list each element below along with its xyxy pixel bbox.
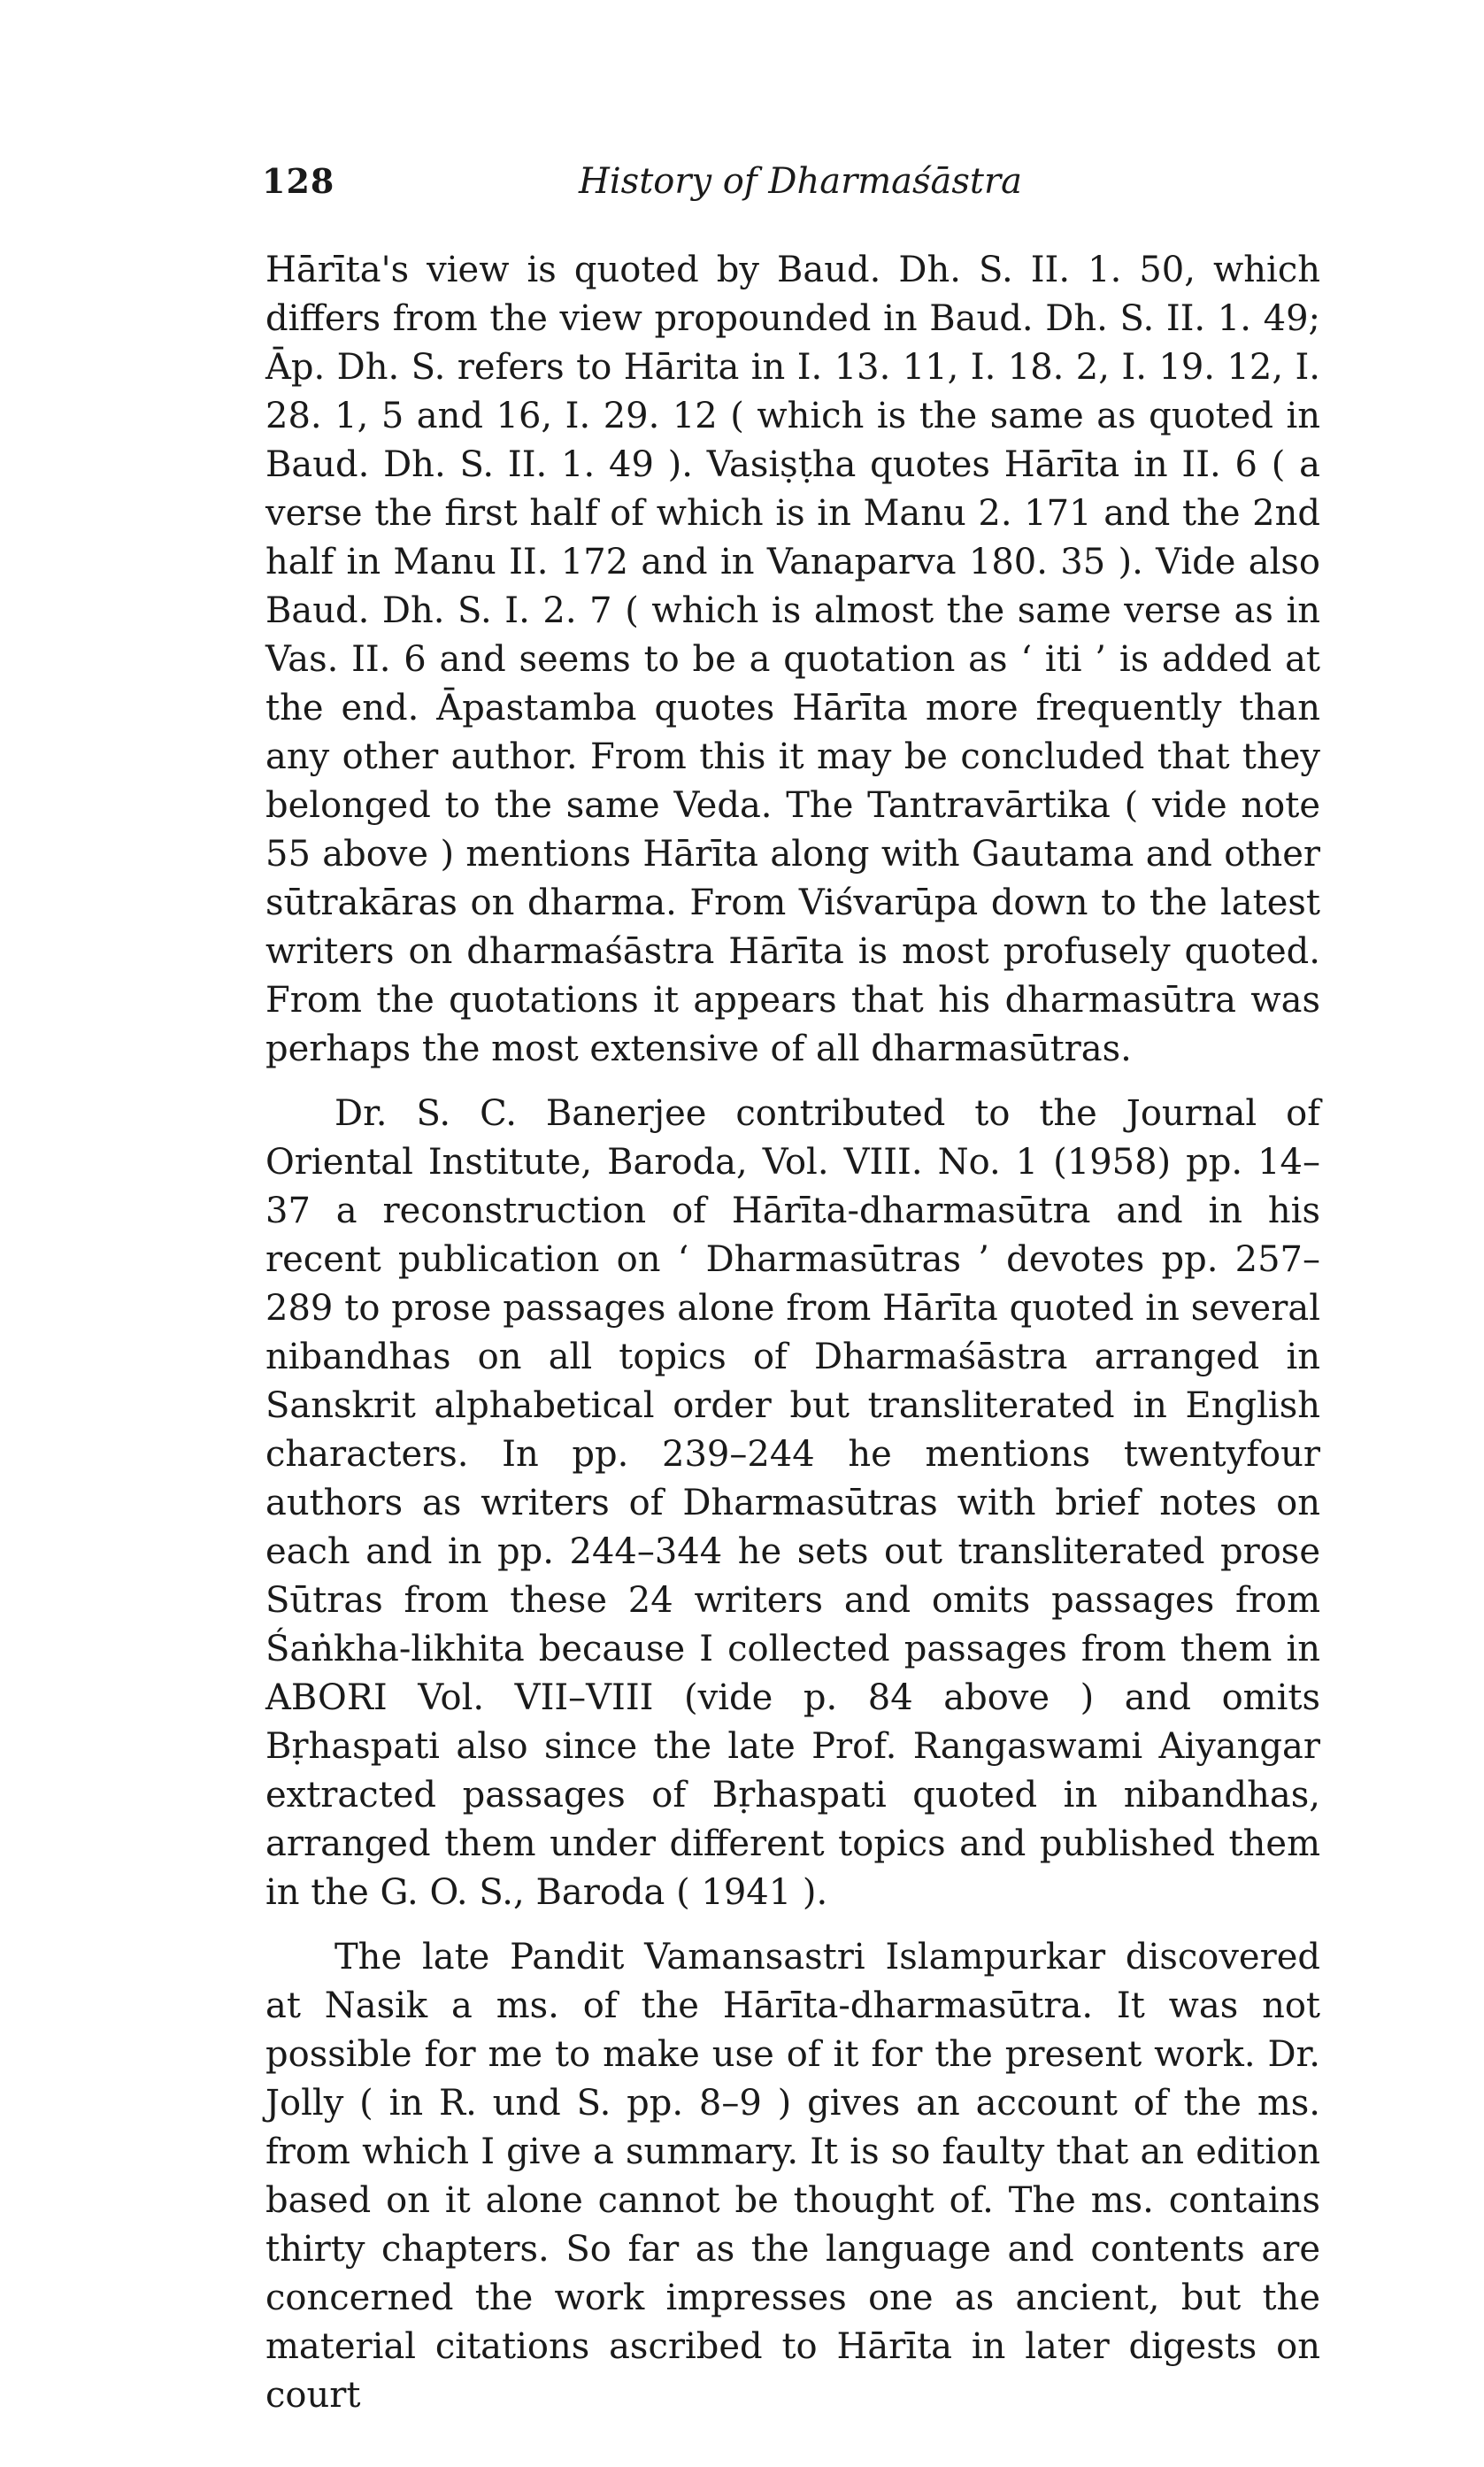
body-text <box>265 246 1320 2420</box>
running-title: History of Dharmaśāstra <box>579 161 1022 202</box>
running-head <box>262 161 1324 214</box>
paragraph-islampurkar: The late Pandit Vamansastri Islampurkar discovered at Nasik a ms. of the Hārīta-dharmasūtra. It was not possible for me to make use of it for the present work. Dr. Jolly ( in R. und S. pp. 8–9 ) gives an account of the ms. from which I give a summary. It is so faulty that an edition based on it alone cannot be thought of. The ms. contains thirty chapters. So far as the language and contents are concerned the work impresses one as ancient, but the material citations ascribed to Hārīta in later digests on court <box>265 1937 1320 2416</box>
paragraph-banerjee: Dr. S. C. Banerjee contributed to the Journal of Oriental Institute, Baroda, Vol. VIII. No. 1 (1958) pp. 14–37 a reconstruction of Hārīta-dharmasūtra and in his recent publication on ‘ Dharmasūtras ’ devotes pp. 257–289 to prose passages alone from Hārīta quoted in several nibandhas on all topics of Dharmaśāstra arranged in Sanskrit alphabetical order but transliterated in English characters. In pp. 239–244 he mentions twentyfour authors as writers of Dharmasūtras with brief notes on each and in pp. 244–344 he sets out transliterated prose Sūtras from these 24 writers and omits passages from Śaṅkha-likhita because I collected passages from them in ABORI Vol. VII–VIII (vide p. 84 above ) and omits Bṛhaspati also since the late Prof. Rangaswami Aiyangar extracted passages of Bṛhaspati quoted in nibandhas, arranged them under different topics and published them in the G. O. S., Baroda ( 1941 ). <box>265 1093 1320 1913</box>
page-number: 128 <box>262 161 335 201</box>
paragraph-harita-view: Hārīta's view is quoted by Baud. Dh. S. II. 1. 50, which differs from the view propounded in Baud. Dh. S. II. 1. 49; Āp. Dh. S. refers to Hārita in I. 13. 11, I. 18. 2, I. 19. 12, I. 28. 1, 5 and 16, I. 29. 12 ( which is the same as quoted in Baud. Dh. S. II. 1. 49 ). Vasiṣṭha quotes Hārīta in II. 6 ( a verse the first half of which is in Manu 2. 171 and the 2nd half in Manu II. 172 and in Vanaparva 180. 35 ). Vide also Baud. Dh. S. I. 2. 7 ( which is almost the same verse as in Vas. II. 6 and seems to be a quotation as ‘ iti ’ is added at the end. Āpastamba quotes Hārīta more frequently than any other author. From this it may be concluded that they belonged to the same Veda. The Tantravārtika ( vide note 55 above ) mentions Hārīta along with Gautama and other sūtrakāras on dharma. From Viśvarūpa down to the latest writers on dharmaśāstra Hārīta is most profusely quoted. From the quotations it appears that his dharmasūtra was perhaps the most extensive of all dharmasūtras. <box>265 250 1320 1069</box>
